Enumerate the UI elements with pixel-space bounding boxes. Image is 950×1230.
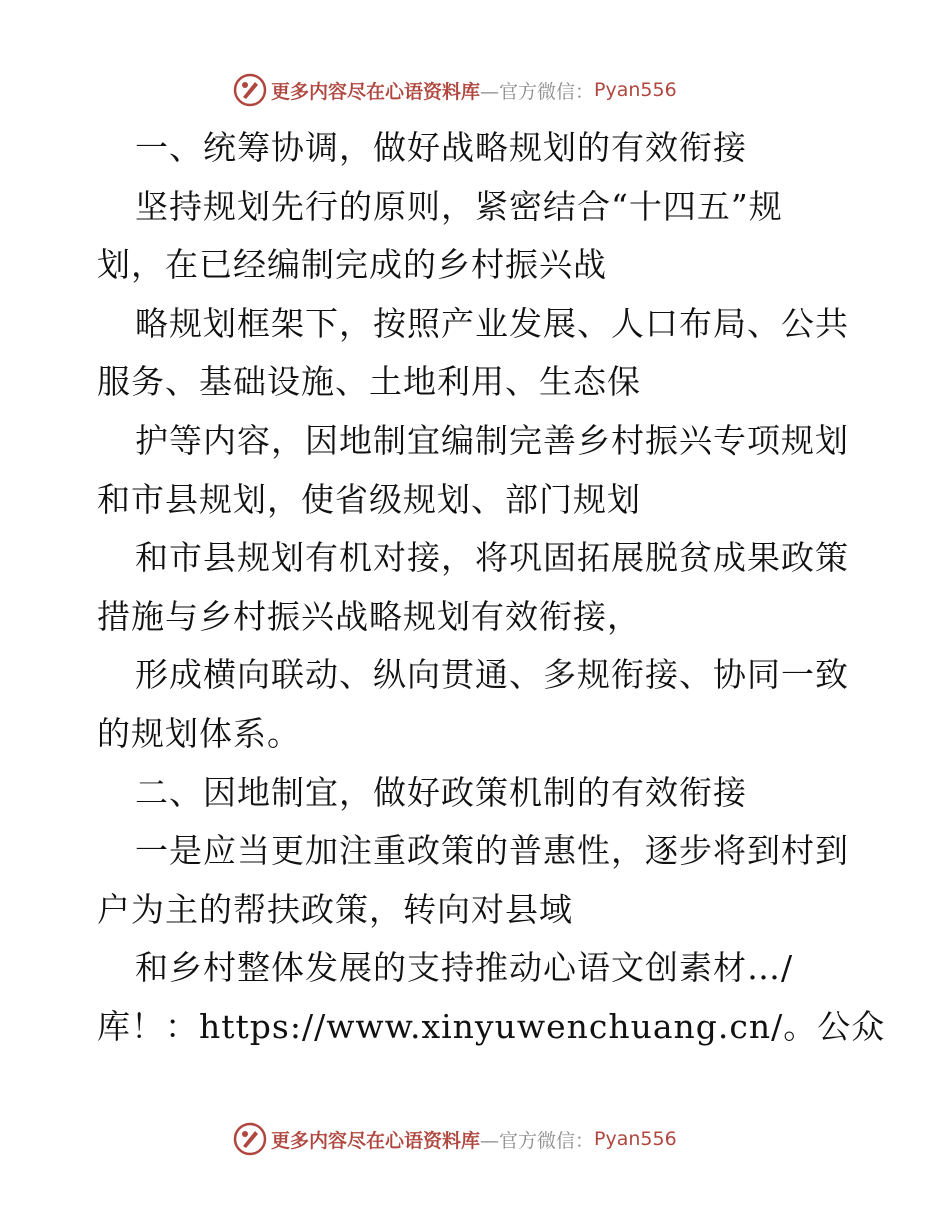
heading-1: 一、统筹协调，做好战略规划的有效衔接	[135, 128, 747, 167]
banner-title: 更多内容尽在心语资料库	[271, 80, 481, 103]
paragraph-line: 服务、基础设施、土地利用、生态保	[97, 362, 641, 402]
paragraph-line: 措施与乡村振兴战略规划有效衔接，	[97, 596, 641, 636]
paragraph-line: 形成横向联动、纵向贯通、多规衔接、协同一致	[135, 655, 849, 695]
banner-wechat-id: Pyan556	[594, 1128, 677, 1150]
logo-icon	[233, 73, 267, 107]
paragraph-line: 坚持规划先行的原则，紧密结合“十四五”规	[135, 186, 783, 226]
paragraph-line: 划，在已经编制完成的乡村振兴战	[97, 245, 607, 285]
document-body	[97, 119, 886, 1057]
header-banner	[233, 73, 677, 107]
paragraph-line: 护等内容，因地制宜编制完善乡村振兴专项规划	[135, 420, 849, 460]
banner-wechat-id: Pyan556	[594, 79, 677, 101]
paragraph-line: 略规划框架下，按照产业发展、人口布局、公共	[135, 303, 849, 343]
banner-title: 更多内容尽在心语资料库	[271, 1129, 481, 1152]
paragraph-line: 户为主的帮扶政策，转向对县域	[97, 889, 573, 929]
paragraph-line: 和乡村整体发展的支持推动心语文创素材…/	[135, 948, 794, 988]
banner-wechat-label: —官方微信：	[480, 80, 595, 103]
heading-2: 二、因地制宜，做好政策机制的有效衔接	[135, 772, 747, 812]
url-line: 库！：https://www.xinyuwenchuang.cn/。公众	[97, 1006, 886, 1046]
paragraph-line: 和市县规划，使省级规划、部门规划	[97, 479, 641, 519]
logo-icon	[233, 1122, 267, 1156]
paragraph-line: 和市县规划有机对接，将巩固拓展脱贫成果政策	[135, 538, 849, 578]
paragraph-line: 的规划体系。	[97, 713, 301, 753]
footer-banner	[233, 1122, 677, 1156]
banner-wechat-label: —官方微信：	[480, 1129, 595, 1152]
paragraph-line: 一是应当更加注重政策的普惠性，逐步将到村到	[135, 831, 849, 871]
